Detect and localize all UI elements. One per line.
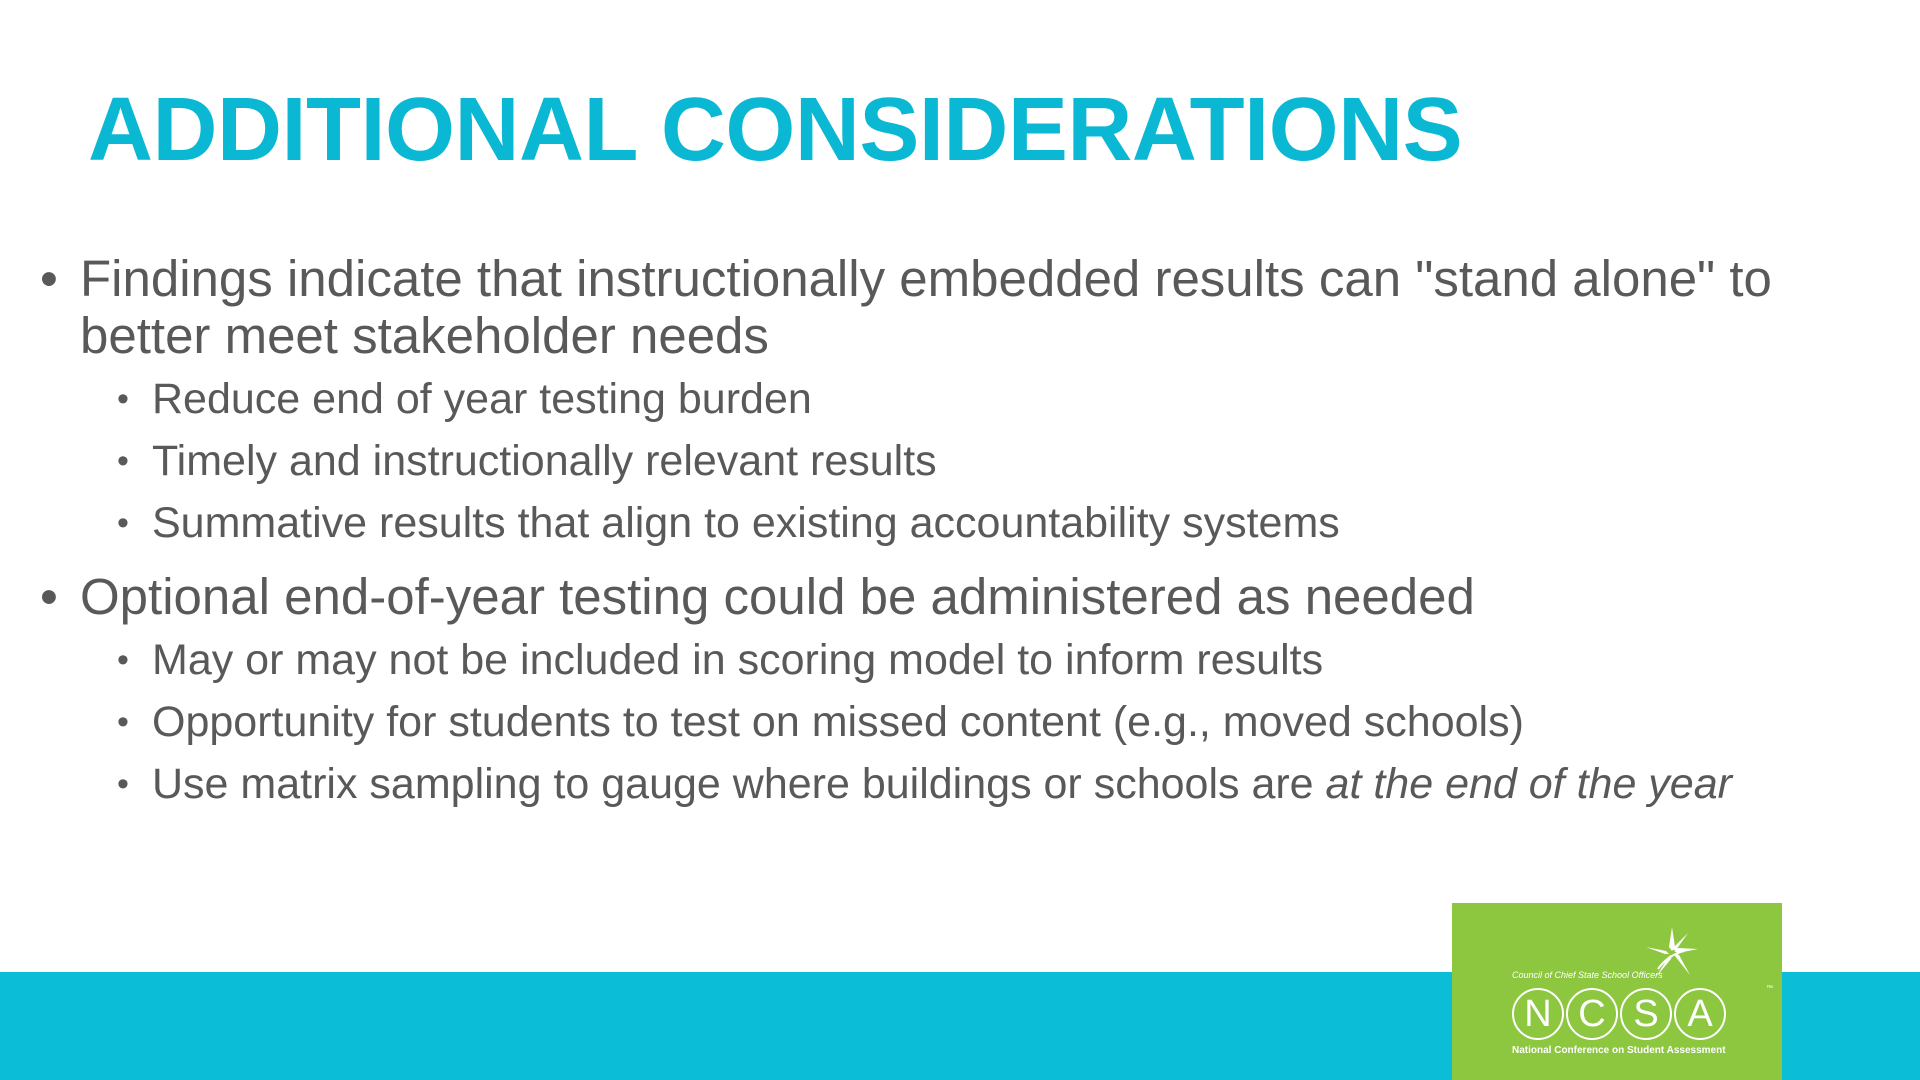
sub-bullet-summative-results bbox=[117, 496, 1832, 550]
sub-bullet-timely-results bbox=[117, 434, 1832, 488]
bullet-dot: • bbox=[40, 250, 58, 307]
sub-bullet-dot: • bbox=[117, 703, 129, 741]
logo-letters bbox=[1512, 988, 1726, 1040]
logo-letter-s: S bbox=[1620, 988, 1672, 1040]
sub-bullet-missed-content bbox=[117, 695, 1832, 749]
logo-trademark: ™ bbox=[1766, 985, 1773, 992]
ncsa-logo bbox=[1452, 903, 1782, 1080]
sub-bullet-matrix-sampling bbox=[117, 757, 1832, 811]
sub-list-findings bbox=[0, 372, 1920, 550]
sub-bullet-dot: • bbox=[117, 380, 129, 418]
bullet-dot: • bbox=[40, 568, 58, 625]
sub-bullet-text: Reduce end of year testing burden bbox=[152, 375, 812, 423]
sub-bullet-emphasis: at the end of the year bbox=[1325, 760, 1732, 808]
sub-bullet-text: Opportunity for students to test on missed content (e.g., moved schools) bbox=[152, 698, 1524, 746]
bullet-text: Optional end-of-year testing could be administered as needed bbox=[80, 568, 1475, 625]
bullet-text: Findings indicate that instructionally embedded results can "stand alone" to better meet stakeholder needs bbox=[80, 250, 1772, 364]
logo-letter-n: N bbox=[1512, 988, 1564, 1040]
sub-bullet-scoring-model bbox=[117, 633, 1832, 687]
sub-bullet-dot: • bbox=[117, 504, 129, 542]
logo-letter-c: C bbox=[1566, 988, 1618, 1040]
logo-letter-a: A bbox=[1674, 988, 1726, 1040]
bullet-findings bbox=[40, 250, 1890, 364]
slide-title: ADDITIONAL CONSIDERATIONS bbox=[88, 80, 1463, 180]
bullet-optional-testing bbox=[40, 568, 1890, 625]
logo-org-name: Council of Chief State School Officers bbox=[1512, 970, 1663, 980]
sub-bullet-text: Timely and instructionally relevant results bbox=[152, 437, 937, 485]
sub-list-optional-testing bbox=[0, 633, 1920, 811]
sub-bullet-reduce-burden bbox=[117, 372, 1832, 426]
sub-bullet-text: Summative results that align to existing accountability systems bbox=[152, 499, 1340, 547]
slide-body bbox=[0, 250, 1920, 819]
sub-bullet-dot: • bbox=[117, 765, 129, 803]
sub-bullet-dot: • bbox=[117, 641, 129, 679]
sub-bullet-text: May or may not be included in scoring model to inform results bbox=[152, 636, 1324, 684]
logo-full-name: National Conference on Student Assessment bbox=[1512, 1045, 1726, 1056]
sub-bullet-text: Use matrix sampling to gauge where buildings or schools are bbox=[152, 760, 1326, 808]
sub-bullet-dot: • bbox=[117, 442, 129, 480]
